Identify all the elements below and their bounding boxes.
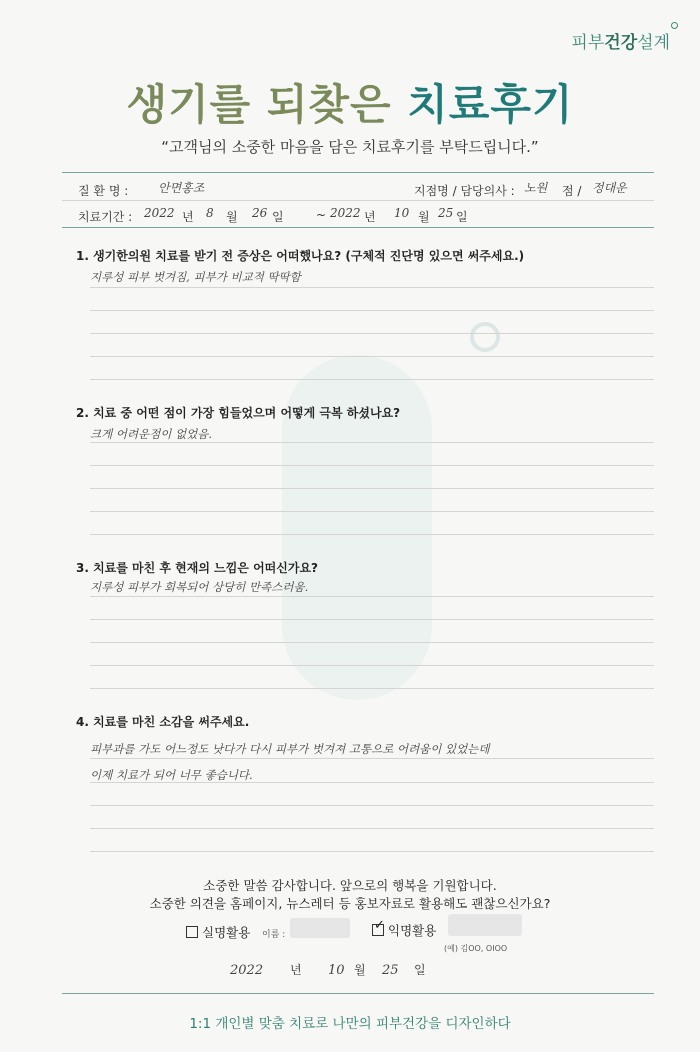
- answer-line: [90, 688, 654, 689]
- name-field-label: 이름 :: [262, 930, 286, 940]
- start-day: 26: [252, 206, 268, 220]
- answer-line: [90, 758, 654, 759]
- brand-part2: 건강: [604, 33, 638, 53]
- thanks-line-1: 소중한 말씀 감사합니다. 앞으로의 행복을 기원합니다.: [203, 878, 497, 893]
- page-title: [0, 72, 700, 132]
- answer-line: [90, 287, 654, 288]
- answer-line: [90, 851, 654, 852]
- brand-logo: [571, 28, 670, 53]
- answer-4-line-2: 이제 치료가 되어 너무 좋습니다.: [90, 768, 253, 782]
- answer-line: [90, 596, 654, 597]
- answer-line: [90, 356, 654, 357]
- end-month: 10: [394, 206, 410, 220]
- answer-3-line-1: 지루성 피부가 회복되어 상당히 만족스러움.: [90, 580, 309, 594]
- sign-day: 25: [382, 963, 399, 978]
- end-year-unit: 년: [364, 210, 376, 224]
- disease-value: 안면홍조: [158, 181, 205, 195]
- question-3: 3. 치료를 마친 후 현재의 느낌은 어떠신가요?: [76, 561, 319, 575]
- answer-line: [90, 782, 654, 783]
- doctor-value: 정대운: [592, 181, 627, 195]
- answer-line: [90, 333, 654, 334]
- answer-line: [90, 642, 654, 643]
- start-day-unit: 일: [272, 210, 284, 224]
- divider-info-bottom: [62, 227, 654, 228]
- answer-line: [90, 828, 654, 829]
- question-1: 1. 생기한의원 치료를 받기 전 증상은 어떠했나요? (구체적 진단명 있으면 써주세요.): [76, 249, 525, 263]
- branch-value: 노원: [524, 181, 548, 195]
- question-2: 2. 치료 중 어떤 점이 가장 힘들었으며 어떻게 극복 하셨나요?: [76, 406, 401, 420]
- title-part1: 생기를 되찾은: [126, 80, 408, 129]
- thanks-line-2: 소중한 의견을 홈페이지, 뉴스레터 등 홍보자료로 활용해도 괜찮으신가요?: [149, 896, 551, 911]
- divider-mid: [62, 200, 654, 201]
- end-month-unit: 월: [418, 210, 430, 224]
- answer-line: [90, 310, 654, 311]
- real-name-checkbox[interactable]: [186, 926, 198, 938]
- brand-part1: 피부: [571, 33, 605, 53]
- answer-line: [90, 488, 654, 489]
- real-name-option[interactable]: [186, 923, 250, 941]
- branch-label: 지점명 / 담당의사 :: [414, 184, 515, 198]
- answer-line: [90, 619, 654, 620]
- sign-year: 2022: [230, 963, 264, 978]
- answer-1-line-1: 지루성 피부 벗겨짐, 피부가 비교적 딱딱함: [90, 270, 301, 284]
- answer-line: [90, 379, 654, 380]
- end-day-unit: 일: [456, 210, 468, 224]
- anonymous-option[interactable]: [372, 918, 437, 939]
- start-year: 2022: [144, 206, 175, 220]
- divider-footer: [62, 993, 654, 994]
- name-field[interactable]: [290, 918, 350, 938]
- start-month: 8: [206, 206, 214, 220]
- real-name-label: 실명활용: [202, 925, 251, 940]
- answer-line: [90, 442, 654, 443]
- anonymous-label: 익명활용: [388, 923, 437, 938]
- anonymous-checkbox[interactable]: [372, 918, 385, 936]
- answer-line: [90, 805, 654, 806]
- period-tilde: ~: [316, 208, 327, 222]
- sign-month-unit: 월: [354, 963, 366, 977]
- brand-part3: 설계: [637, 33, 670, 53]
- end-year: 2022: [330, 206, 361, 220]
- watermark-circle-icon: [470, 322, 500, 352]
- title-part2: 치료후기: [407, 80, 574, 129]
- anonymous-example: (예) 김OO, OIOO: [444, 944, 508, 953]
- anonymous-name-field[interactable]: [448, 914, 522, 936]
- check-mark-icon: ✓: [374, 918, 385, 933]
- answer-2-line-1: 크게 어려운점이 없었음.: [90, 427, 213, 441]
- footer-slogan: 1:1 개인별 맞춤 치료로 나만의 피부건강을 디자인하다: [189, 1016, 511, 1032]
- period-label: 치료기간 :: [78, 210, 133, 224]
- question-4: 4. 치료를 마친 소감을 써주세요.: [76, 715, 250, 729]
- sign-day-unit: 일: [414, 963, 426, 977]
- answer-line: [90, 665, 654, 666]
- answer-line: [90, 534, 654, 535]
- answer-line: [90, 511, 654, 512]
- page-subtitle: “고객님의 소중한 마음을 담은 치료후기를 부탁드립니다.”: [161, 138, 539, 156]
- answer-line: [90, 465, 654, 466]
- end-day: 25: [438, 206, 454, 220]
- start-year-unit: 년: [182, 210, 194, 224]
- start-month-unit: 월: [226, 210, 238, 224]
- sign-year-unit: 년: [290, 963, 302, 977]
- answer-4-line-1: 피부과를 가도 어느정도 낫다가 다시 피부가 벗겨져 고통으로 어려움이 있었는데: [90, 742, 490, 756]
- disease-label: 질 환 명 :: [78, 184, 129, 198]
- brand-dot-icon: [671, 22, 678, 29]
- branch-suffix: 점 /: [562, 184, 582, 198]
- sign-month: 10: [328, 963, 345, 978]
- divider-top: [62, 172, 654, 173]
